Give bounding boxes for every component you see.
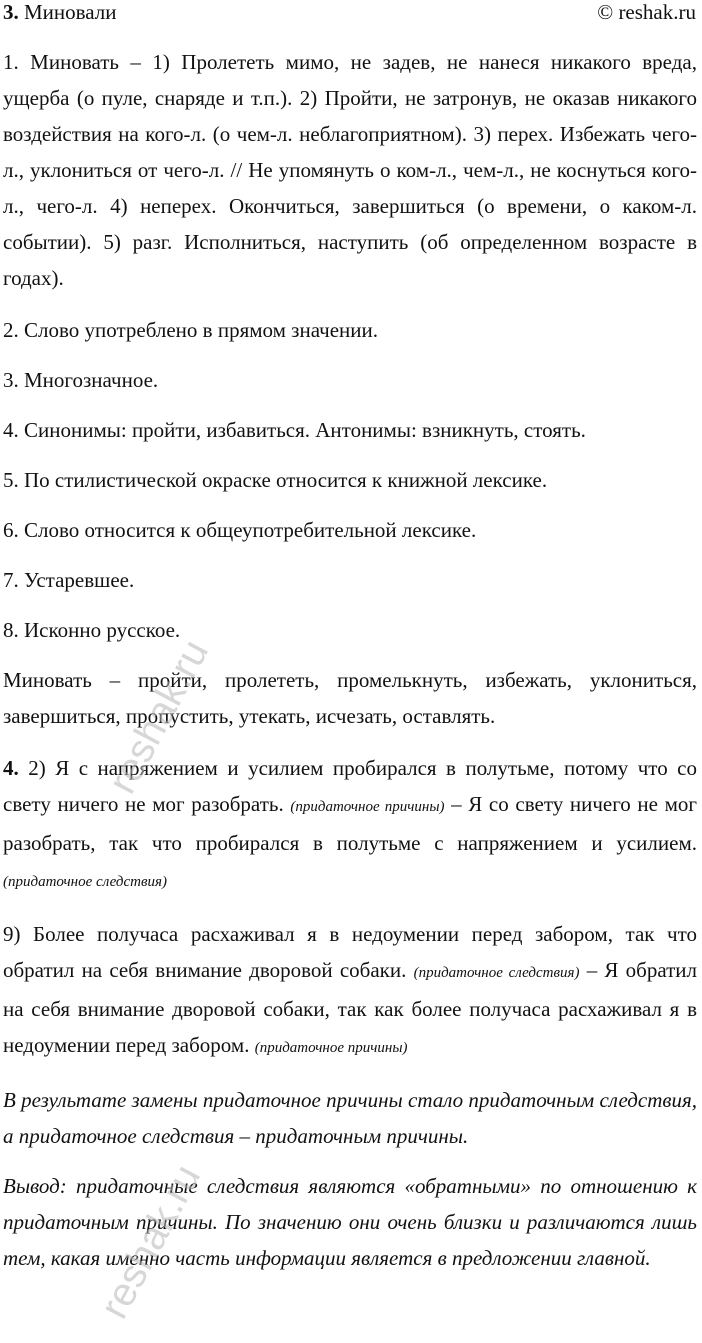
content: [3, 44, 697, 1290]
ex2-sentence-1: 2) Я с напряжением и усилием пробирался в полутьме, потому что со свету ничего не мог разобрать.: [3, 756, 698, 816]
synonyms-line: Миновать – пройти, пролететь, промелькнуть, избежать, уклониться, завершиться, пропустить, утекать, исчезать, оставлять.: [3, 668, 697, 728]
task4-example-9: [3, 916, 697, 1066]
watermark: reshak.ru: [100, 632, 218, 801]
ex2-note-2: (придаточное следствия): [3, 874, 167, 890]
item-4: 4. Синонимы: пройти, избавиться. Антонимы: взникнуть, стоять.: [3, 418, 586, 442]
task4-number: 4.: [3, 756, 19, 780]
item-5: 5. По стилистической окраске относится к книжной лексике.: [3, 468, 548, 492]
ex9-sentence-2: – Я обратил на себя внимание дворовой собаки, так как более получаса расхаживал я в недоумении перед забором.: [3, 958, 698, 1057]
task4-example-2: [3, 750, 697, 900]
item-8: 8. Исконно русское.: [3, 618, 181, 642]
item-2: 2. Слово употреблено в прямом значении.: [3, 318, 379, 342]
item-6: 6. Слово относится к общеупотребительной лексике.: [3, 518, 477, 542]
item-7: 7. Устаревшее.: [3, 568, 135, 592]
ex2-sentence-2: – Я со свету ничего не мог разобрать, так что пробирался в полутьме с напряжением и усилием.: [3, 792, 698, 855]
ex9-note-2: (придаточное причины): [254, 1040, 408, 1056]
ex9-note-1: (придаточное следствия): [413, 965, 580, 981]
ex2-note-1: (придаточное причины): [290, 799, 445, 815]
task-number: 3.: [3, 0, 19, 24]
conclusion-paragraph: Вывод: придаточные следствия являются «обратными» по отношению к придаточным причины. По значению они очень близки и различаются лишь тем, какая именно часть информации является в предложении главной.: [3, 1174, 697, 1270]
result-paragraph: В результате замены придаточное причины стало придаточным следствия, а придаточное следствия – придаточным причины.: [3, 1088, 697, 1148]
item-1-definition: 1. Миновать – 1) Пролететь мимо, не задев, не нанеся никакого вреда, ущерба (о пуле, снаряде и т.п.). 2) Пройти, не затронув, не оказав никакого воздействия на кого-л. (о чем-л. неблагоприятном). 3) перех. Избежать чего-л., уклониться от чего-л. // Не упомянуть о ком-л., чем-л., не коснуться кого-л., чего-л. 4) неперех. Окончиться, завершиться (о времени, о каком-л. событии). 5) разг. Исполниться, наступить (об определенном возрасте в годах).: [3, 50, 697, 290]
site-credit: © reshak.ru: [597, 0, 696, 24]
header: [3, 0, 696, 28]
task-title: Миновали: [24, 0, 117, 24]
ex9-sentence-1: 9) Более получаса расхаживал я в недоумении перед забором, так что обратил на себя внимание дворовой собаки.: [3, 922, 697, 982]
watermark: reshak.ru: [92, 1157, 210, 1326]
item-3: 3. Многозначное.: [3, 368, 159, 392]
task-heading: [3, 0, 117, 24]
